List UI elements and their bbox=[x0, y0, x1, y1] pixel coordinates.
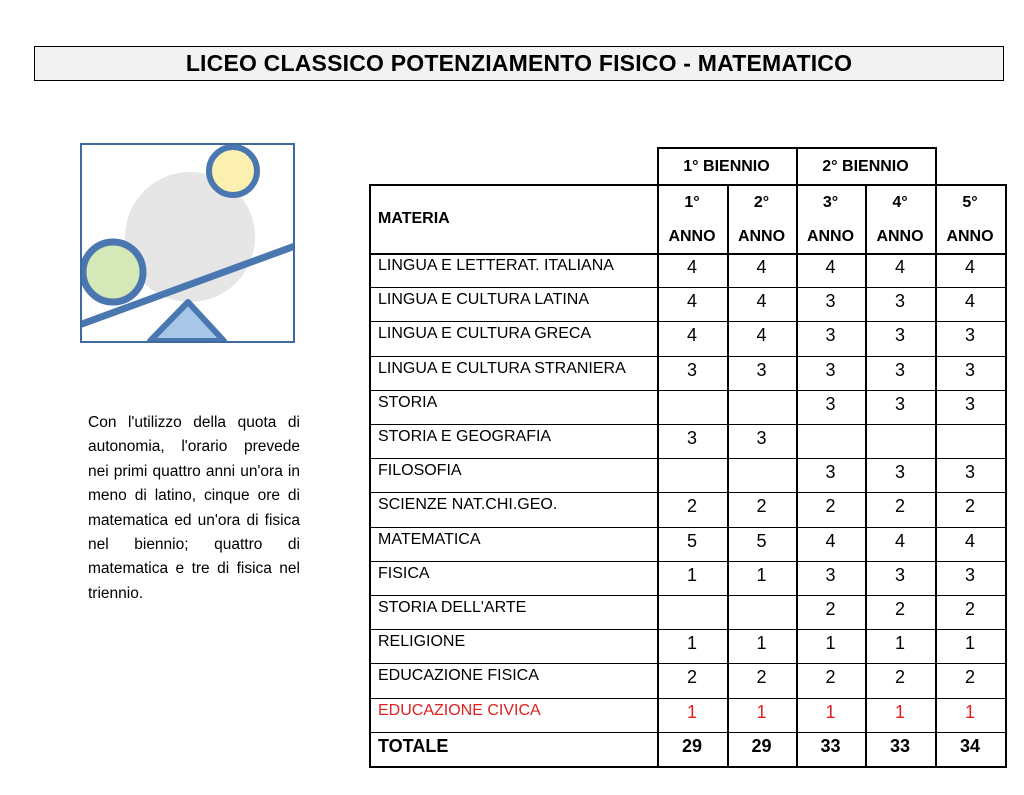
hours-cell: 1 bbox=[894, 701, 905, 722]
grid-line-v bbox=[1005, 184, 1007, 768]
grid-line-h bbox=[369, 561, 1006, 562]
grid-line-v bbox=[727, 184, 729, 768]
hours-cell: 1 bbox=[825, 701, 836, 722]
subject-label: FILOSOFIA bbox=[378, 462, 462, 480]
year-number: 3° bbox=[822, 194, 839, 211]
hours-cell bbox=[727, 390, 796, 424]
grid-line-h bbox=[369, 732, 1006, 733]
ball-icon bbox=[83, 242, 143, 302]
subject-label: MATEMATICA bbox=[378, 530, 481, 548]
grid-line-h bbox=[369, 766, 1007, 768]
year-label: ANNO bbox=[806, 228, 855, 245]
grid-line-h bbox=[369, 595, 1006, 596]
hours-cell: 3 bbox=[825, 393, 836, 414]
year-number: 2° bbox=[753, 194, 770, 211]
hours-cell: 1 bbox=[756, 633, 767, 654]
hours-cell: 5 bbox=[686, 530, 697, 551]
hours-cell: 1 bbox=[756, 701, 767, 722]
hours-cell bbox=[657, 458, 727, 492]
hours-cell: 4 bbox=[894, 257, 905, 277]
hours-cell: 1 bbox=[964, 633, 975, 654]
hours-cell: 3 bbox=[894, 393, 905, 414]
hours-cell: 5 bbox=[756, 530, 767, 551]
hours-cell bbox=[727, 458, 796, 492]
hours-cell: 3 bbox=[686, 428, 697, 448]
subject-label: EDUCAZIONE CIVICA bbox=[378, 701, 541, 719]
total-value: 34 bbox=[959, 735, 981, 756]
hours-cell: 1 bbox=[825, 633, 836, 654]
hours-cell: 1 bbox=[894, 633, 905, 654]
grid-line-v bbox=[657, 184, 659, 768]
description-note: Con l'utilizzo della quota di autonomia, l'orario prevede nei primi quattro anni un'ora in meno di latino, cinque ore di matematica ed un'ora di fisica nel biennio; quattro di matematica e tre di fisica nel triennio. bbox=[88, 414, 300, 602]
grid-line-h bbox=[369, 287, 1006, 288]
hours-cell: 4 bbox=[825, 530, 836, 551]
hours-cell: 2 bbox=[964, 496, 975, 517]
year-number: 1° bbox=[684, 194, 700, 211]
grid-line-h bbox=[369, 458, 1006, 459]
year-number: 5° bbox=[962, 194, 978, 211]
grid-line-v bbox=[865, 184, 867, 768]
subject-label: LINGUA E CULTURA STRANIERA bbox=[378, 359, 626, 377]
hours-cell: 4 bbox=[825, 257, 836, 277]
hours-cell: 1 bbox=[964, 701, 975, 722]
hours-cell: 4 bbox=[756, 291, 767, 312]
total-label: TOTALE bbox=[378, 735, 449, 756]
subject-label: RELIGIONE bbox=[378, 633, 466, 651]
hours-cell: 2 bbox=[825, 599, 836, 619]
hours-cell: 3 bbox=[894, 325, 905, 346]
hours-cell: 4 bbox=[686, 257, 697, 277]
hours-cell: 3 bbox=[894, 291, 905, 312]
hours-cell: 4 bbox=[686, 291, 697, 312]
hours-cell: 3 bbox=[894, 462, 905, 483]
hours-cell: 2 bbox=[756, 667, 767, 688]
materia-header: MATERIA bbox=[378, 209, 450, 227]
hours-cell: 1 bbox=[686, 633, 697, 654]
hours-cell bbox=[865, 424, 935, 458]
school-logo bbox=[80, 143, 295, 343]
group-header: 2° BIENNIO bbox=[822, 157, 909, 175]
hours-cell: 3 bbox=[964, 564, 975, 585]
grid-line-h bbox=[369, 253, 1007, 255]
hours-cell: 3 bbox=[964, 325, 975, 346]
hours-cell: 2 bbox=[894, 667, 905, 688]
hours-cell: 4 bbox=[964, 530, 975, 551]
hours-cell: 4 bbox=[686, 325, 697, 346]
hours-cell: 2 bbox=[825, 667, 836, 688]
page-title-box bbox=[34, 46, 1004, 81]
balance-scale-icon bbox=[82, 145, 293, 341]
ball-icon bbox=[209, 147, 257, 195]
year-label: ANNO bbox=[737, 228, 786, 245]
hours-cell: 3 bbox=[894, 564, 905, 585]
hours-cell: 3 bbox=[825, 325, 836, 346]
hours-cell: 2 bbox=[825, 496, 836, 517]
hours-cell: 3 bbox=[756, 359, 767, 380]
hours-cell: 1 bbox=[686, 701, 697, 722]
hours-cell: 3 bbox=[964, 462, 975, 483]
grid-line-h bbox=[369, 527, 1006, 528]
grid-line-h bbox=[369, 629, 1006, 630]
subject-label: SCIENZE NAT.CHI.GEO. bbox=[378, 496, 558, 514]
grid-line-h bbox=[369, 698, 1006, 699]
grid-line-h bbox=[369, 390, 1006, 391]
group-header: 1° BIENNIO bbox=[683, 157, 770, 175]
hours-cell: 1 bbox=[756, 564, 767, 585]
grid-line-v bbox=[796, 184, 798, 768]
grid-line-v bbox=[657, 147, 659, 184]
total-value: 29 bbox=[751, 735, 772, 756]
timetable bbox=[369, 147, 1005, 767]
hours-cell: 4 bbox=[964, 257, 975, 277]
grid-line-h bbox=[369, 321, 1006, 322]
grid-line-h bbox=[369, 663, 1006, 664]
year-label: ANNO bbox=[876, 228, 924, 245]
hours-cell: 4 bbox=[894, 530, 905, 551]
hours-cell: 2 bbox=[686, 667, 697, 688]
hours-cell bbox=[657, 595, 727, 629]
subject-label: STORIA DELL'ARTE bbox=[378, 599, 527, 616]
total-value: 33 bbox=[820, 735, 841, 756]
hours-cell: 2 bbox=[894, 599, 905, 619]
hours-cell: 3 bbox=[964, 359, 975, 380]
subject-label: EDUCAZIONE FISICA bbox=[378, 667, 539, 685]
hours-cell: 2 bbox=[894, 496, 905, 517]
total-value: 29 bbox=[681, 735, 703, 756]
grid-line-h bbox=[369, 184, 1007, 186]
grid-line-h bbox=[369, 492, 1006, 493]
hours-cell: 3 bbox=[825, 564, 836, 585]
total-value: 33 bbox=[889, 735, 911, 756]
year-number: 4° bbox=[892, 194, 908, 211]
grid-line-v bbox=[935, 147, 937, 184]
page-title: LICEO CLASSICO POTENZIAMENTO FISICO - MATEMATICO bbox=[185, 50, 853, 76]
hours-cell bbox=[727, 595, 796, 629]
grid-line-v bbox=[935, 184, 937, 768]
hours-cell: 3 bbox=[964, 393, 975, 414]
hours-cell: 3 bbox=[686, 359, 697, 380]
hours-cell: 3 bbox=[825, 359, 836, 380]
year-label: ANNO bbox=[668, 228, 716, 245]
hours-cell: 4 bbox=[756, 325, 767, 346]
subject-label: LINGUA E LETTERAT. ITALIANA bbox=[378, 257, 614, 274]
hours-cell bbox=[935, 424, 1005, 458]
subject-label: STORIA E GEOGRAFIA bbox=[378, 428, 552, 445]
grid-line-v bbox=[369, 184, 371, 768]
year-label: ANNO bbox=[946, 228, 994, 245]
hours-cell: 4 bbox=[964, 291, 975, 312]
hours-cell: 1 bbox=[686, 564, 697, 585]
hours-cell: 2 bbox=[964, 599, 975, 619]
hours-cell bbox=[657, 390, 727, 424]
hours-cell: 4 bbox=[756, 257, 767, 277]
subject-label: LINGUA E CULTURA GRECA bbox=[378, 325, 592, 343]
hours-cell: 2 bbox=[964, 667, 975, 688]
grid-line-v bbox=[796, 147, 798, 184]
hours-cell: 2 bbox=[756, 496, 767, 517]
hours-cell: 3 bbox=[756, 428, 767, 448]
subject-label: LINGUA E CULTURA LATINA bbox=[378, 291, 590, 309]
hours-cell: 2 bbox=[686, 496, 697, 517]
hours-cell: 3 bbox=[894, 359, 905, 380]
hours-cell bbox=[796, 424, 865, 458]
grid-line-h bbox=[369, 356, 1006, 357]
hours-cell: 3 bbox=[825, 462, 836, 483]
hours-cell: 3 bbox=[825, 291, 836, 312]
subject-label: FISICA bbox=[378, 564, 430, 582]
subject-label: STORIA bbox=[378, 393, 438, 411]
grid-line-h bbox=[369, 424, 1006, 425]
